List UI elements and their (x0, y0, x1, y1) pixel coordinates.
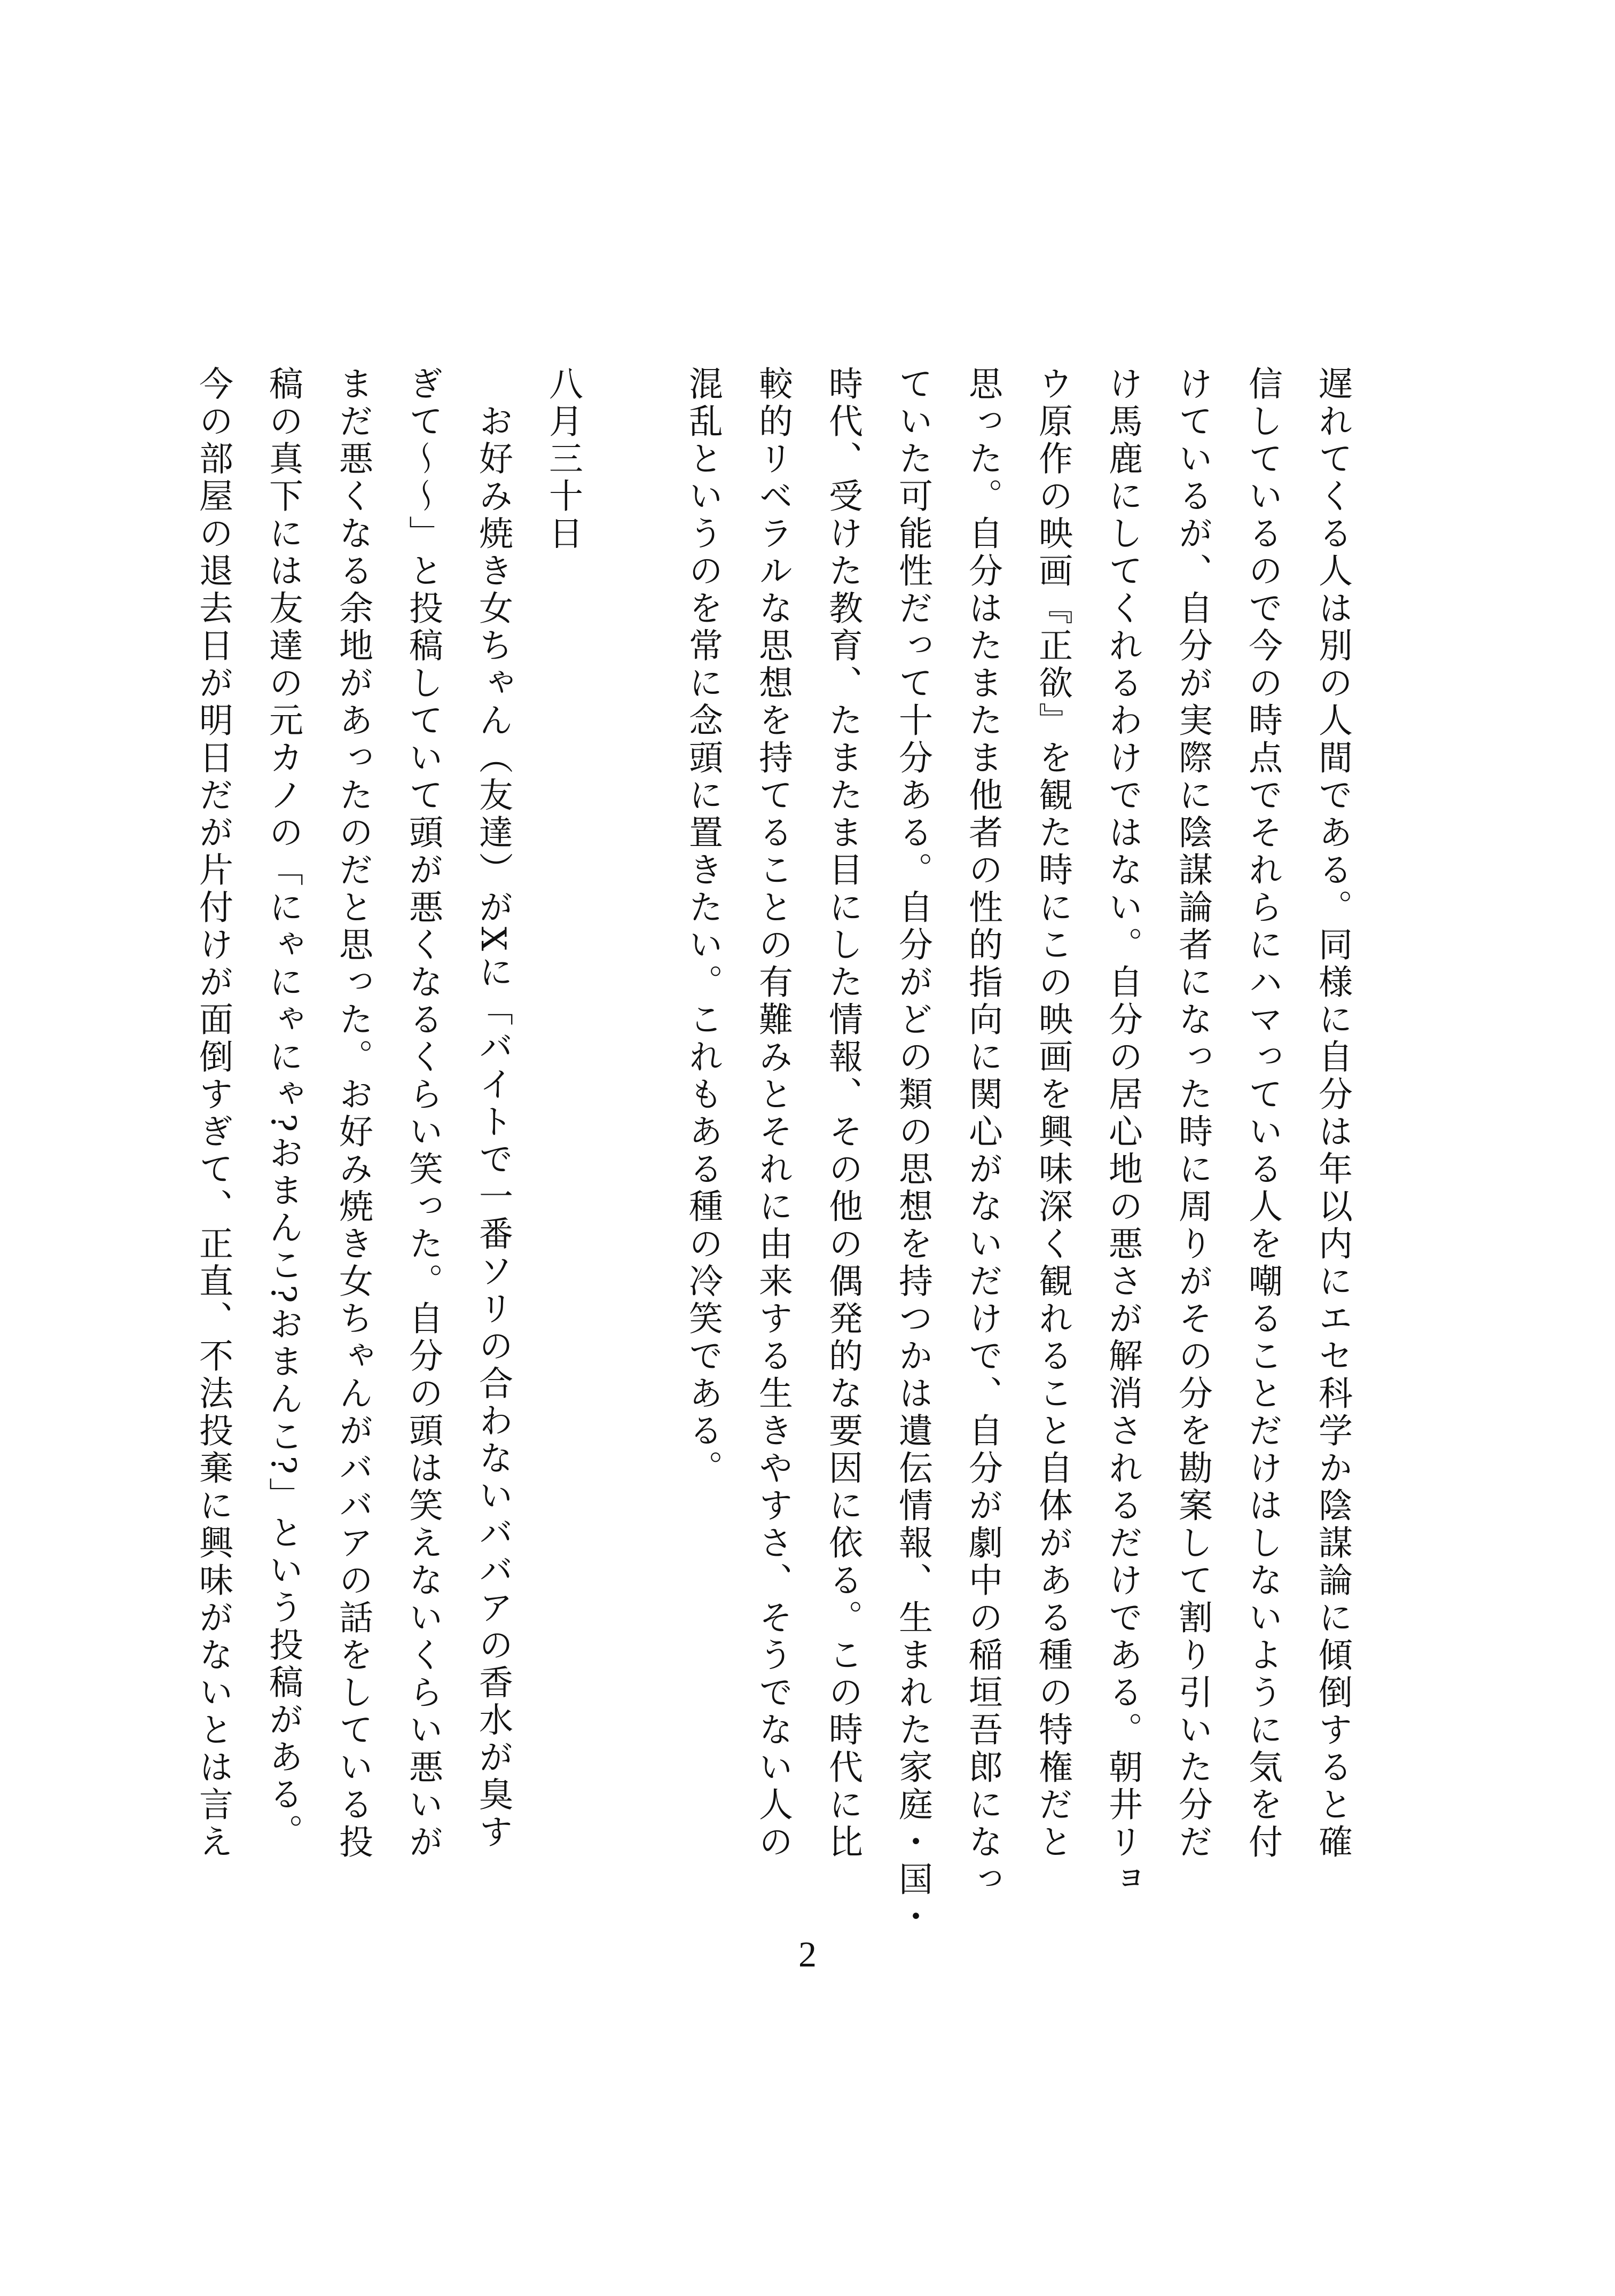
blank-line (598, 366, 668, 1888)
text-line: けているが、自分が実際に陰謀論者になった時に周りがその分を勘案して割り引いた分だ (1173, 366, 1212, 1861)
vertical-text-body (193, 366, 1367, 1936)
text-line: 信しているので今の時点でそれらにハマっている人を嘲ることだけはしないように気を付 (1243, 366, 1282, 1861)
text-line: 稿の真下には友達の元カノの「にゃにゃにゃ?おまんこ?おまんこ?」という投稿がある。 (263, 366, 303, 1851)
text-line: 今の部屋の退去日が明日だが片付けが面倒すぎて、正直、不法投棄に興味がないとは言え (193, 366, 233, 1861)
text-line: ていた可能性だって十分ある。自分がどの類の思想を持つかは遺伝情報、生まれた家庭・国・ (893, 366, 932, 1936)
text-line: 較的リベラルな思想を持てることの有難みとそれに由来する生きやすさ、そうでない人の (753, 366, 793, 1861)
page-number: 2 (798, 1934, 817, 1974)
text-line: ぎて〜〜」と投稿していて頭が悪くなるくらい笑った。自分の頭は笑えないくらい悪いが (403, 366, 443, 1861)
text-line: まだ悪くなる余地があったのだと思った。お好み焼き女ちゃんがババアの話をしている投 (333, 366, 373, 1861)
text-line: お好み焼き女ちゃん（友達）がXに「バイトで一番ソリの合わないババアの香水が臭す (473, 366, 513, 1852)
text-line: 思った。自分はたまたま他者の性的指向に関心がないだけで、自分が劇中の稲垣吾郎になっ (963, 366, 1002, 1899)
text-line: け馬鹿にしてくれるわけではない。自分の居心地の悪さが解消されるだけである。朝井リョ (1103, 366, 1142, 1899)
date-heading: 八月三十日 (543, 366, 583, 553)
text-line: ウ原作の映画『正欲』を観た時にこの映画を興味深く観れること自体がある種の特権だと (1033, 366, 1072, 1861)
text-line: 遅れてくる人は別の人間である。同様に自分は年以内にエセ科学か陰謀論に傾倒すると確 (1313, 366, 1352, 1861)
text-line: 混乱というのを常に念頭に置きたい。これもある種の冷笑である。 (683, 366, 723, 1487)
text-line: 時代、受けた教育、たまたま目にした情報、その他の偶発的な要因に依る。この時代に比 (823, 366, 863, 1861)
